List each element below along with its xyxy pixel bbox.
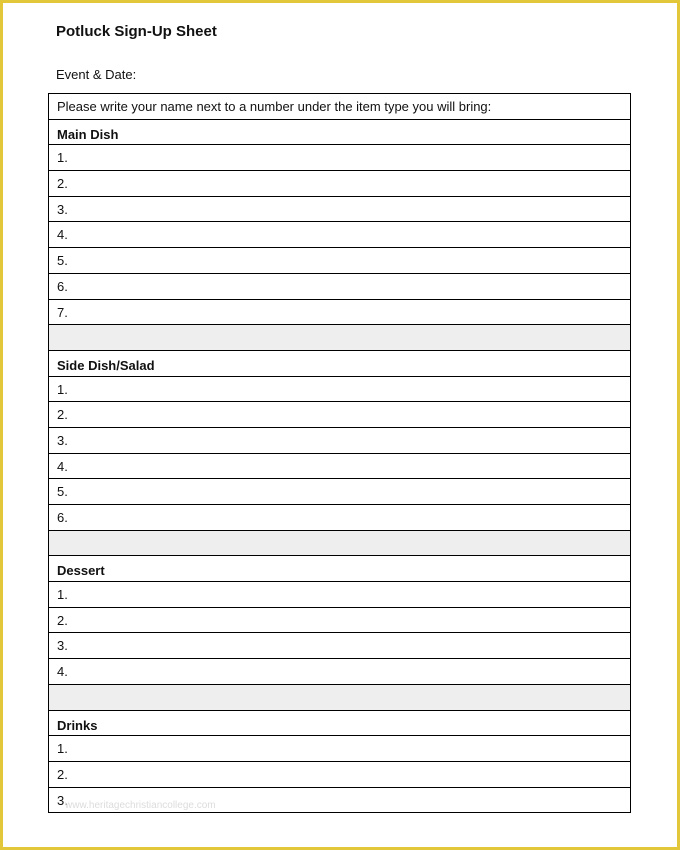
signup-line[interactable]: 1. [49, 377, 630, 403]
signup-line[interactable]: 2. [49, 762, 630, 788]
signup-line[interactable]: 5. [49, 479, 630, 505]
section-spacer [49, 531, 630, 557]
section-heading-side-dish: Side Dish/Salad [49, 351, 630, 377]
signup-line[interactable]: 1. [49, 736, 630, 762]
signup-line[interactable]: 5. [49, 248, 630, 274]
watermark-text: www.heritagechristiancollege.com [65, 800, 216, 811]
signup-line[interactable]: 3. [49, 633, 630, 659]
signup-line[interactable]: 1. [49, 582, 630, 608]
signup-line[interactable]: 4. [49, 222, 630, 248]
signup-line[interactable]: 3. [49, 197, 630, 223]
sheet-title: Potluck Sign-Up Sheet [56, 23, 217, 40]
instructions-row: Please write your name next to a number under the item type you will bring: [49, 94, 630, 120]
signup-line[interactable]: 2. [49, 608, 630, 634]
signup-line[interactable]: 3. [49, 788, 630, 814]
section-spacer [49, 685, 630, 711]
event-date-label: Event & Date: [56, 67, 137, 82]
signup-line[interactable]: 2. [49, 171, 630, 197]
section-spacer [49, 325, 630, 351]
signup-line[interactable]: 6. [49, 505, 630, 531]
section-heading-main-dish: Main Dish [49, 120, 630, 146]
signup-line[interactable]: 6. [49, 274, 630, 300]
signup-table [48, 93, 631, 813]
signup-line[interactable]: 4. [49, 454, 630, 480]
signup-line[interactable]: 1. [49, 145, 630, 171]
signup-line[interactable]: 7. [49, 300, 630, 326]
section-heading-dessert: Dessert [49, 556, 630, 582]
section-heading-drinks: Drinks [49, 711, 630, 737]
signup-line[interactable]: 2. [49, 402, 630, 428]
signup-line[interactable]: 4. [49, 659, 630, 685]
signup-line[interactable]: 3. [49, 428, 630, 454]
